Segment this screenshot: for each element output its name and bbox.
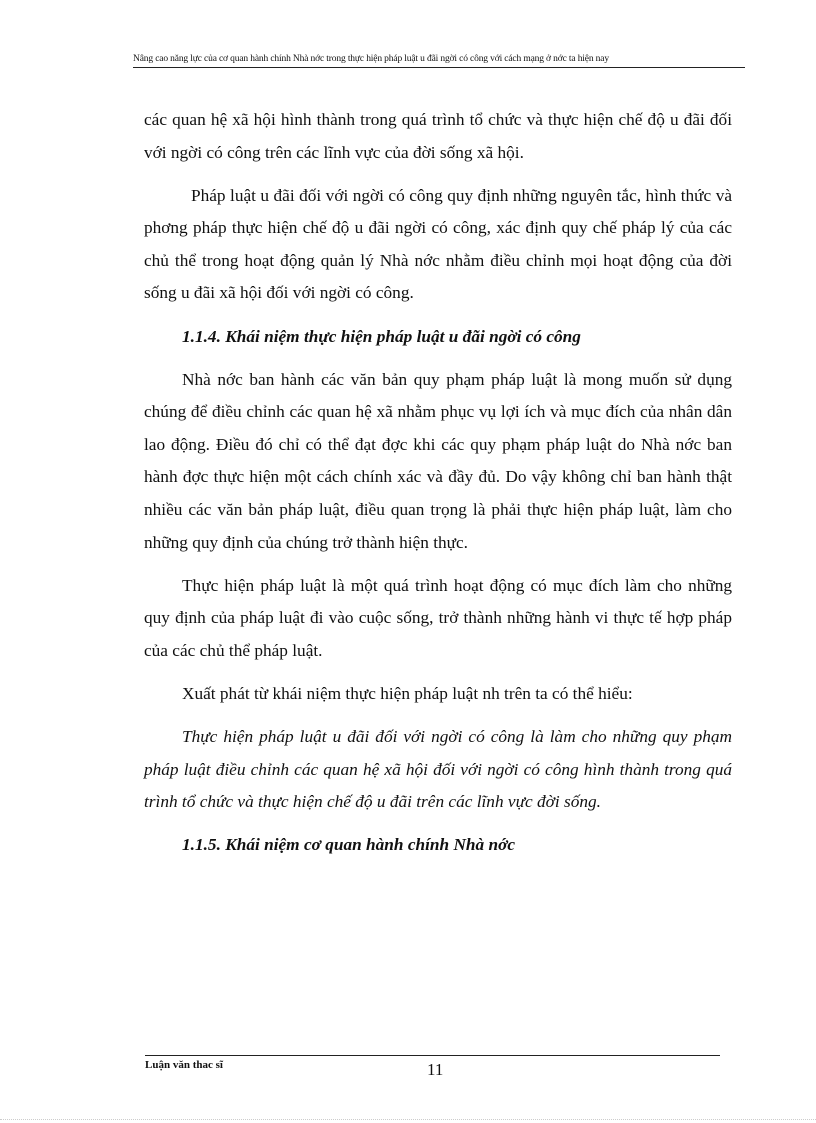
paragraph-legal-scope: Pháp luật u đãi đối với ngời có công quy định những nguyên tắc, hình thức và phơng pháp thực hiện chế độ u đãi ngời có công, xác định quy chế pháp lý của các chủ thể trong hoạt động quản lý Nhà nớc nhằm điều chỉnh mọi hoạt động của đời sống u đãi xã hội đối với ngời có công.: [144, 185, 732, 303]
page-bottom-edge: [0, 1119, 816, 1120]
definition-paragraph: Thực hiện pháp luật u đãi đối với ngời có công là làm cho những quy phạm pháp luật điều chỉnh các quan hệ xã hội đối với ngời có công hình thành trong quá trình tổ chức và thực hiện chế độ u đãi trên các lĩnh vực đời sống.: [144, 727, 732, 812]
paragraph-lead-in: Xuất phát từ khái niệm thực hiện pháp luật nh trên ta có thể hiểu:: [182, 684, 633, 703]
page-number: 11: [427, 1060, 444, 1079]
header-rule: [133, 67, 745, 68]
paragraph-continuation: các quan hệ xã hội hình thành trong quá trình tổ chức và thực hiện chế độ u đãi đối với ngời có công trên các lĩnh vực của đời sống xã hội.: [144, 110, 732, 162]
paragraph-law-implementation: Thực hiện pháp luật là một quá trình hoạt động có mục đích làm cho những quy định của pháp luật đi vào cuộc sống, trở thành những hành vi thực tế hợp pháp của các chủ thể pháp luật.: [144, 575, 732, 660]
section-heading-1-1-5: 1.1.5. Khái niệm cơ quan hành chính Nhà nớc: [182, 835, 516, 855]
section-heading-1-1-4: 1.1.4. Khái niệm thực hiện pháp luật u đãi ngời có công: [182, 326, 581, 346]
footer-rule: [145, 1055, 720, 1056]
page-body: [144, 104, 732, 862]
footer-label: Luận văn thac sĩ: [145, 1059, 223, 1071]
paragraph-state-regulation: Nhà nớc ban hành các văn bản quy phạm pháp luật là mong muốn sử dụng chúng để điều chỉnh các quan hệ xã nhằm phục vụ lợi ích và mục đích của nhân dân lao động. Điều đó chỉ có thể đạt đợc khi các quy phạm pháp luật do Nhà nớc ban hành đợc thực hiện một cách chính xác và đầy đủ. Do vậy không chỉ ban hành thật nhiều các văn bản pháp luật, điều quan trọng là phải thực hiện pháp luật, làm cho những quy định của chúng trở thành hiện thực.: [144, 369, 732, 552]
running-header: Nâng cao năng lực của cơ quan hành chính Nhà nớc trong thực hiện pháp luật u đãi ngời có công với cách mạng ở nớc ta hiện nay: [133, 54, 609, 64]
